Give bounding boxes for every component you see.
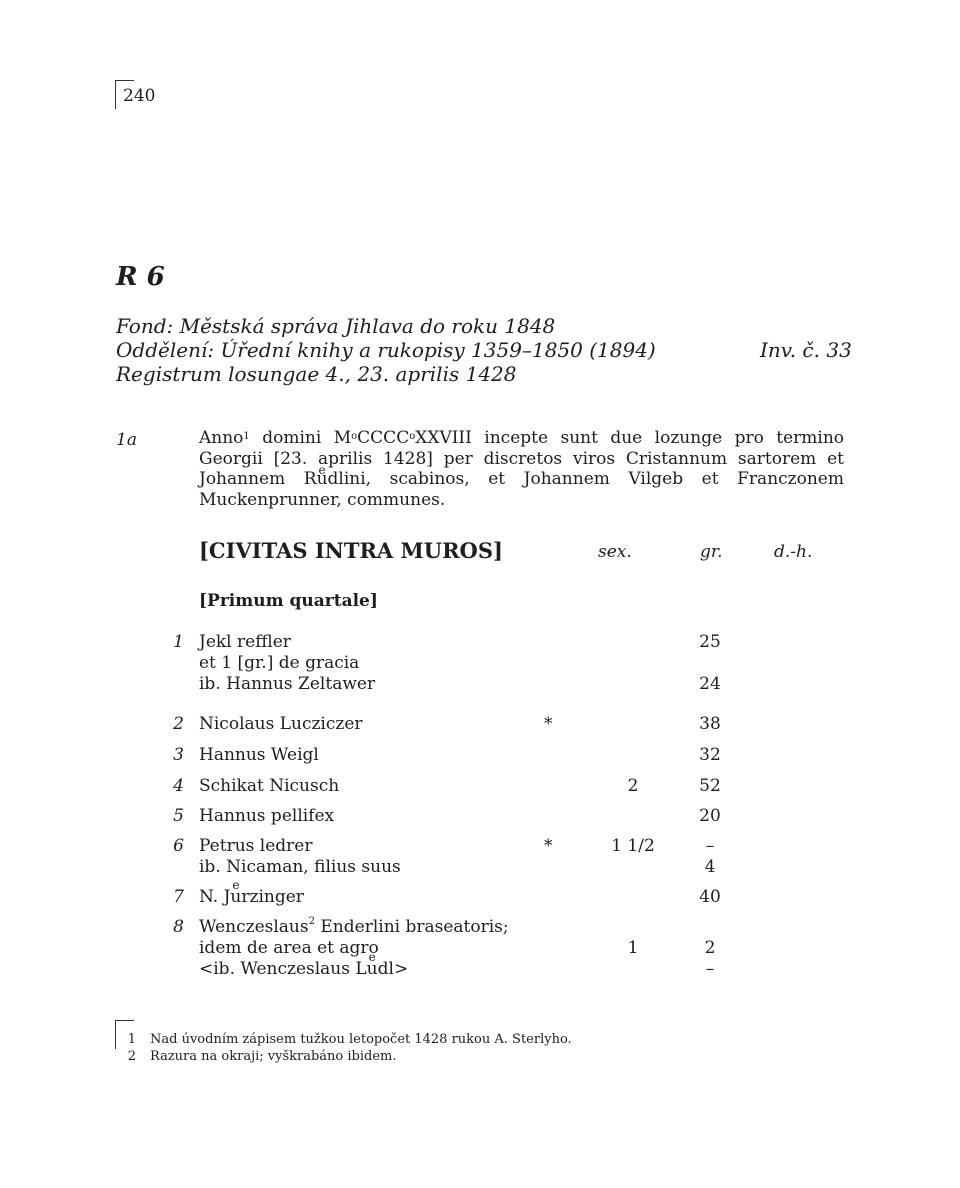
row-gr: 52	[699, 776, 721, 796]
row-sex: 2	[627, 776, 639, 796]
row-name: Petrus ledrer	[199, 836, 313, 856]
row-star: *	[544, 714, 553, 734]
row-name: Hannus pellifex	[199, 806, 335, 826]
row-sex: 1	[627, 938, 639, 958]
row-name: et 1 [gr.] de gracia	[199, 653, 360, 673]
row-gr: 24	[699, 674, 721, 694]
row-name: Hannus Weigl	[199, 745, 319, 765]
column-header-sex: sex.	[598, 542, 632, 562]
footnote-text: Nad úvodním zápisem tužkou letopočet 1428 rukou A. Sterlyho.	[150, 1032, 572, 1047]
footnote-text: Razura na okraji; vyškrabáno ibidem.	[150, 1049, 397, 1064]
row-name: Schikat Nicusch	[199, 776, 340, 796]
row-number: 4	[173, 776, 184, 796]
row-star: *	[544, 836, 553, 856]
row-name: N. Ju erzinger	[199, 887, 304, 907]
row-number: 8	[173, 917, 184, 937]
footnote-number: 2	[127, 1049, 136, 1064]
page-number: 240	[123, 86, 156, 106]
row-number: 5	[173, 806, 184, 826]
row-gr: –	[705, 836, 715, 856]
row-gr: 20	[699, 806, 721, 826]
row-gr: –	[705, 959, 715, 979]
row-name: Nicolaus Lucziczer	[199, 714, 363, 734]
row-name: Jekl reffler	[199, 632, 291, 652]
row-number: 1	[173, 632, 184, 652]
oddeleni-line: Oddělení: Úřední knihy a rukopisy 1359–1850 (1894)	[116, 338, 656, 362]
row-name: idem de area et agro	[199, 938, 379, 958]
column-header-dh: d.-h.	[774, 542, 813, 562]
column-header-gr: gr.	[700, 542, 723, 562]
entry-number: 1a	[116, 430, 137, 450]
section-title: [CIVITAS INTRA MUROS]	[199, 538, 503, 563]
row-name: Wenczeslaus$^2$ Enderlini braseatoris;	[199, 916, 509, 937]
row-name: ib. Nicaman, filius suus	[199, 857, 401, 877]
intro-paragraph: Anno$^1$ domini $M^oCCCC^oXXVIII$ incepte sunt due lozunge pro termino Georgii [23. aprilis 1428] per discretos viros Cristannum sartorem et Johannem Ru edlini, scabinos, et Johannem Vilgeb et Franczonem Muckenprunner, communes.	[199, 428, 844, 510]
row-sex: 1 1/2	[611, 836, 655, 856]
row-number: 3	[173, 745, 184, 765]
record-code: R 6	[116, 262, 165, 292]
row-gr: 38	[699, 714, 721, 734]
row-name: ib. Hannus Zeltawer	[199, 674, 376, 694]
row-gr: 40	[699, 887, 721, 907]
subsection-title: [Primum quartale]	[199, 591, 378, 611]
registrum-line: Registrum losungae 4., 23. aprilis 1428	[116, 362, 517, 386]
row-gr: 2	[704, 938, 716, 958]
row-number: 2	[173, 714, 184, 734]
row-gr: 4	[704, 857, 716, 877]
row-gr: 25	[699, 632, 721, 652]
inventory-number: Inv. č. 33	[760, 338, 852, 362]
row-name: <ib. Wenczeslaus Lu edl>	[199, 959, 408, 979]
row-number: 6	[173, 836, 184, 856]
row-gr: 32	[699, 745, 721, 765]
footnote-number: 1	[127, 1032, 136, 1047]
row-number: 7	[173, 887, 184, 907]
fond-line: Fond: Městská správa Jihlava do roku 1848	[116, 314, 556, 338]
